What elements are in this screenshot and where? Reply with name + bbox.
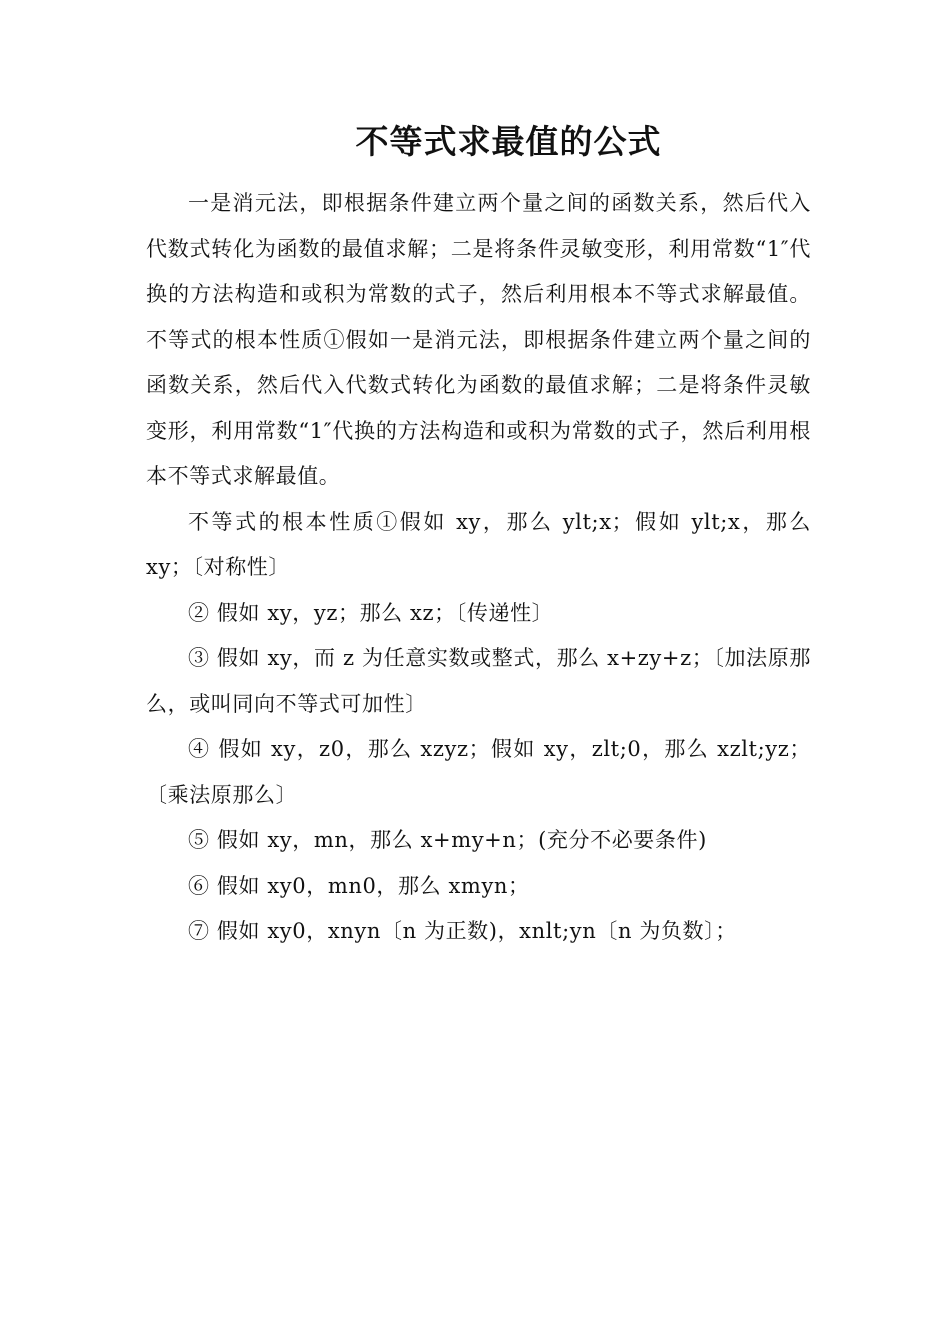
document-body bbox=[146, 181, 811, 955]
paragraph-intro: 一是消元法，即根据条件建立两个量之间的函数关系，然后代入代数式转化为函数的最值求解；二是将条件灵敏变形，利用常数“1″代换的方法构造和或积为常数的式子，然后利用根本不等式求解最值。不等式的根本性质①假如一是消元法，即根据条件建立两个量之间的函数关系，然后代入代数式转化为函数的最值求解；二是将条件灵敏变形，利用常数“1″代换的方法构造和或积为常数的式子，然后利用根本不等式求解最值。 bbox=[146, 191, 811, 488]
paragraph-property-5: ⑤ 假如 xy，mn，那么 x+my+n；(充分不必要条件) bbox=[188, 828, 707, 852]
paragraph-property-1: 不等式的根本性质①假如 xy，那么 ylt;x；假如 ylt;x，那么 xy；〔对称性〕 bbox=[146, 509, 811, 579]
paragraph-property-7: ⑦ 假如 xy0，xnyn〔n 为正数)，xnlt;yn〔n 为负数〕； bbox=[188, 919, 737, 943]
document-title: 不等式求最值的公式 bbox=[355, 122, 662, 161]
paragraph-property-2: ② 假如 xy，yz；那么 xz；〔传递性〕 bbox=[188, 600, 554, 625]
paragraph-property-3: ③ 假如 xy，而 z 为任意实数或整式，那么 x+zy+z；〔加法原那么，或叫同向不等式可加性〕 bbox=[146, 646, 811, 716]
paragraph-property-4: ④ 假如 xy，z0，那么 xzyz；假如 xy，zlt;0，那么 xzlt;yz；〔乘法原那么〕 bbox=[146, 737, 811, 807]
paragraph-property-6: ⑥ 假如 xy0，mn0，那么 xmyn； bbox=[188, 873, 530, 898]
